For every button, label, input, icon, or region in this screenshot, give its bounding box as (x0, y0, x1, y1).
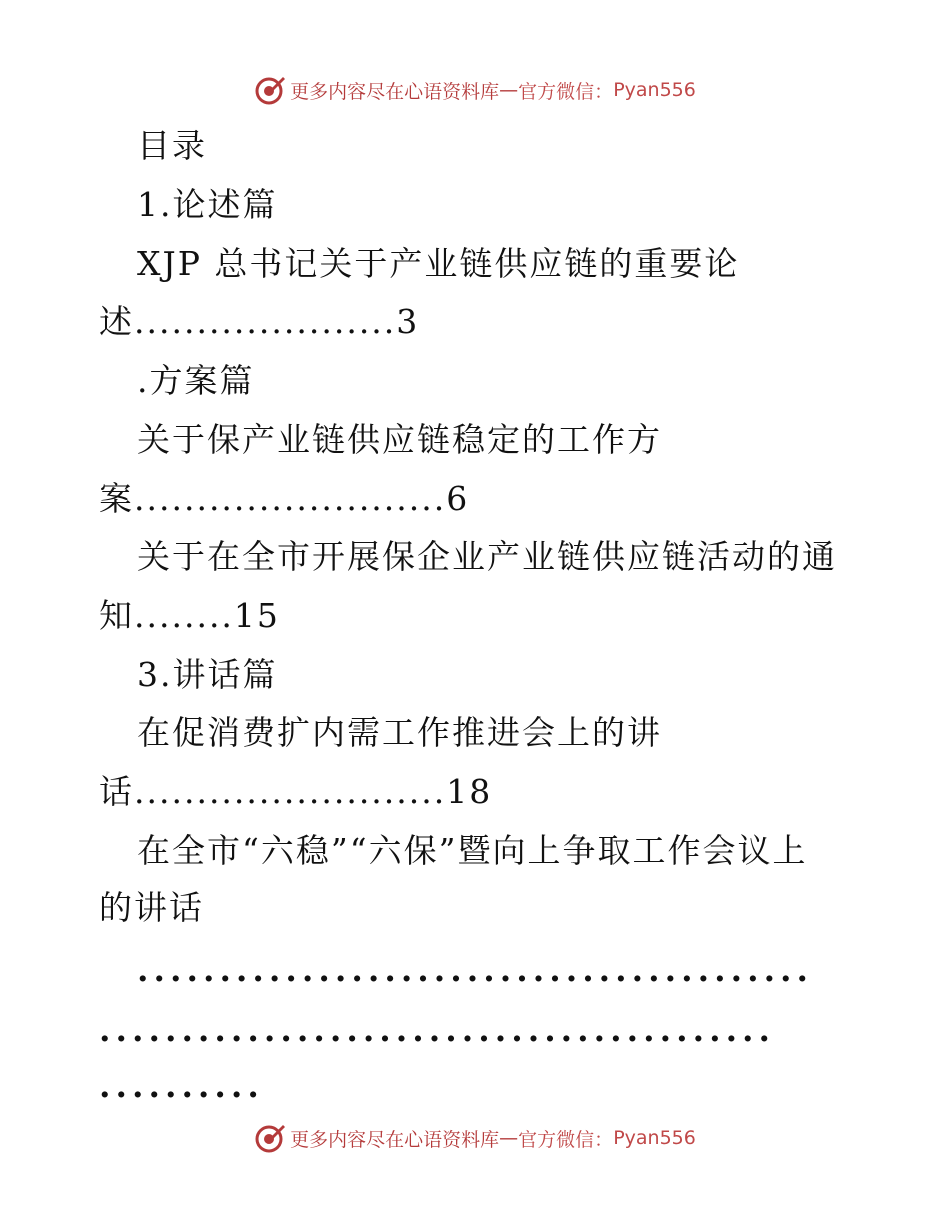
brand-text: 更多内容尽在心语资料库 (290, 1128, 500, 1151)
toc-section-3: 3.讲话篇 (137, 655, 278, 694)
brush-logo-icon (254, 1122, 286, 1154)
toc-item-2-line-2: 案.........................6 (99, 479, 470, 518)
toc-item-4-line-2: 话.........................18 (99, 772, 493, 811)
toc-section-2: .方案篇 (137, 361, 255, 400)
brush-logo-icon (254, 74, 286, 106)
toc-item-5-line-1: 在全市“六稳”“六保”暨向上争取工作会议上 (137, 831, 808, 870)
header-watermark (0, 70, 950, 110)
footer-watermark (0, 1118, 950, 1158)
toc-section-1: 1.论述篇 (137, 185, 278, 224)
toc-item-5-line-2: 的讲话 (99, 888, 204, 927)
toc-dot-leader-3: .......... (99, 1066, 264, 1105)
wechat-label: 官方微信： (518, 1128, 614, 1151)
toc-item-1-line-1: XJP 总书记关于产业链供应链的重要论 (137, 244, 740, 283)
wechat-id: Pyan556 (613, 1127, 696, 1149)
banner-dash: — (499, 79, 519, 101)
wechat-id: Pyan556 (613, 79, 696, 101)
toc-item-1-line-2: 述.....................3 (99, 302, 420, 341)
toc-item-3-line-1: 关于在全市开展保企业产业链供应链活动的通 (137, 537, 837, 576)
toc-item-4-line-1: 在促消费扩内需工作推进会上的讲 (137, 713, 662, 752)
toc-item-3-line-2: 知........15 (99, 596, 280, 635)
toc-dot-leader-2: ......................................... (99, 1010, 776, 1049)
brand-text: 更多内容尽在心语资料库 (290, 80, 500, 103)
toc-dot-leader-1: ......................................... (137, 950, 814, 989)
toc-title: 目录 (137, 126, 207, 165)
toc-item-2-line-1: 关于保产业链供应链稳定的工作方 (137, 420, 662, 459)
banner-dash: — (499, 1127, 519, 1149)
wechat-label: 官方微信： (518, 80, 614, 103)
